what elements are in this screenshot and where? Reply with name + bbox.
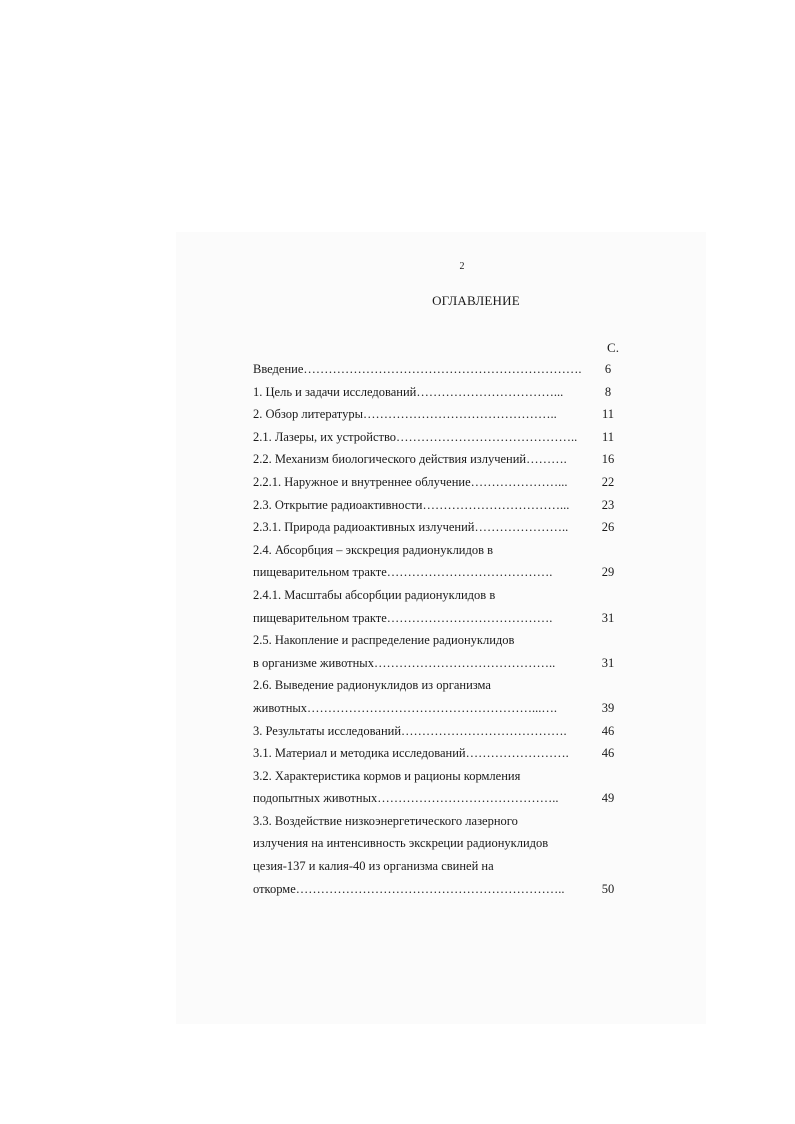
- toc-entry-page: 29: [601, 565, 615, 580]
- toc-entry-text: подопытных животных……………………………………..: [253, 791, 559, 806]
- toc-entry-page: 31: [601, 655, 615, 670]
- toc-entry-page: 23: [601, 497, 615, 512]
- toc-entry-text: Введение………………………………………………………….: [253, 362, 582, 376]
- toc-entry-text: 2.3.1. Природа радиоактивных излучений…………………..: [253, 520, 569, 535]
- toc-entry-3-3-cont-1: [253, 832, 625, 855]
- toc-entry-2-5-cont: [253, 652, 625, 675]
- toc-entry-3-1: [253, 742, 625, 765]
- toc-entry-3-3-cont-2: [253, 855, 625, 878]
- toc-entry-page: 50: [601, 881, 615, 896]
- toc-entry-1: [253, 381, 625, 404]
- toc-entry-text: 2.5. Накопление и распределение радионуклидов: [253, 633, 515, 648]
- page-title: ОГЛАВЛЕНИЕ: [432, 293, 520, 308]
- toc-entry-2-3-1: [253, 516, 625, 539]
- toc-entry-page: 39: [601, 700, 615, 715]
- toc-entry-2-4-1: [253, 584, 625, 607]
- toc-entry-text: пищеварительном тракте………………………………….: [253, 565, 553, 580]
- toc-entry-3-3: [253, 810, 625, 833]
- toc-entry-text: 2.3. Открытие радиоактивности……………………………...: [253, 497, 570, 512]
- toc-entry-2-6-cont: [253, 697, 625, 720]
- toc-entry-text: 3.1. Материал и методика исследований…………………….: [253, 746, 569, 761]
- toc-entry-3-2: [253, 765, 625, 788]
- page-column-label: С.: [607, 340, 619, 355]
- toc-entry-text: животных………………………………………………...….: [253, 700, 558, 715]
- toc-entry-text: 3.3. Воздействие низкоэнергетического лазерного: [253, 813, 518, 828]
- toc-entry-page: 11: [601, 429, 615, 444]
- toc-entry-text: 2.1. Лазеры, их устройство……………………………………..: [253, 429, 578, 444]
- toc-entry-2-4-cont: [253, 561, 625, 584]
- toc-entry-2-4: [253, 539, 625, 562]
- toc-entry-page: 31: [601, 610, 615, 625]
- toc-entry-text: 2. Обзор литературы………………………………………..: [253, 407, 557, 422]
- toc-entry-2-5: [253, 629, 625, 652]
- toc-entry-page: 22: [601, 474, 615, 489]
- toc-entry-2-6: [253, 674, 625, 697]
- toc-entry-text: откорме………………………………………………………..: [253, 881, 565, 896]
- toc-entry-2-3: [253, 494, 625, 517]
- toc-entry-text: излучения на интенсивность экскреции радионуклидов: [253, 836, 549, 851]
- toc-entry-text: 1. Цель и задачи исследований……………………………...: [253, 384, 564, 399]
- toc-entry-text: 2.2. Механизм биологического действия излучений……….: [253, 452, 567, 467]
- toc-entry-text: 2.2.1. Наружное и внутреннее облучение…………………...: [253, 474, 568, 489]
- toc-entry-3-3-cont-3: [253, 878, 625, 901]
- toc-entry-text: 2.4. Абсорбция – экскреция радионуклидов в: [253, 542, 494, 557]
- table-of-contents: [253, 358, 625, 900]
- toc-entry-page: 46: [601, 723, 615, 738]
- toc-entry-page: 16: [601, 452, 615, 467]
- toc-entry-2-2-1: [253, 471, 625, 494]
- page-number: 2: [459, 261, 465, 272]
- toc-entry-text: пищеварительном тракте………………………………….: [253, 610, 553, 625]
- toc-entry-page: 6: [604, 362, 612, 376]
- toc-entry-2-1: [253, 426, 625, 449]
- toc-entry-text: 2.4.1. Масштабы абсорбции радионуклидов в: [253, 587, 496, 602]
- toc-entry-2-4-1-cont: [253, 607, 625, 630]
- toc-entry-text: в организме животных……………………………………..: [253, 655, 556, 670]
- toc-entry-page: 26: [601, 520, 615, 535]
- toc-entry-3: [253, 720, 625, 743]
- toc-entry-2: [253, 403, 625, 426]
- toc-entry-text: 2.6. Выведение радионуклидов из организма: [253, 678, 491, 693]
- toc-entry-page: 49: [601, 791, 615, 806]
- toc-entry-text: 3.2. Характеристика кормов и рационы кормления: [253, 768, 521, 783]
- toc-entry-text: цезия-137 и калия-40 из организма свиней на: [253, 859, 494, 874]
- toc-entry-3-2-cont: [253, 787, 625, 810]
- toc-entry-page: 11: [601, 407, 615, 422]
- toc-entry-introduction: [253, 358, 625, 381]
- toc-entry-text: 3. Результаты исследований………………………………….: [253, 723, 567, 738]
- toc-entry-2-2: [253, 448, 625, 471]
- toc-entry-page: 46: [601, 746, 615, 761]
- toc-entry-page: 8: [604, 384, 612, 399]
